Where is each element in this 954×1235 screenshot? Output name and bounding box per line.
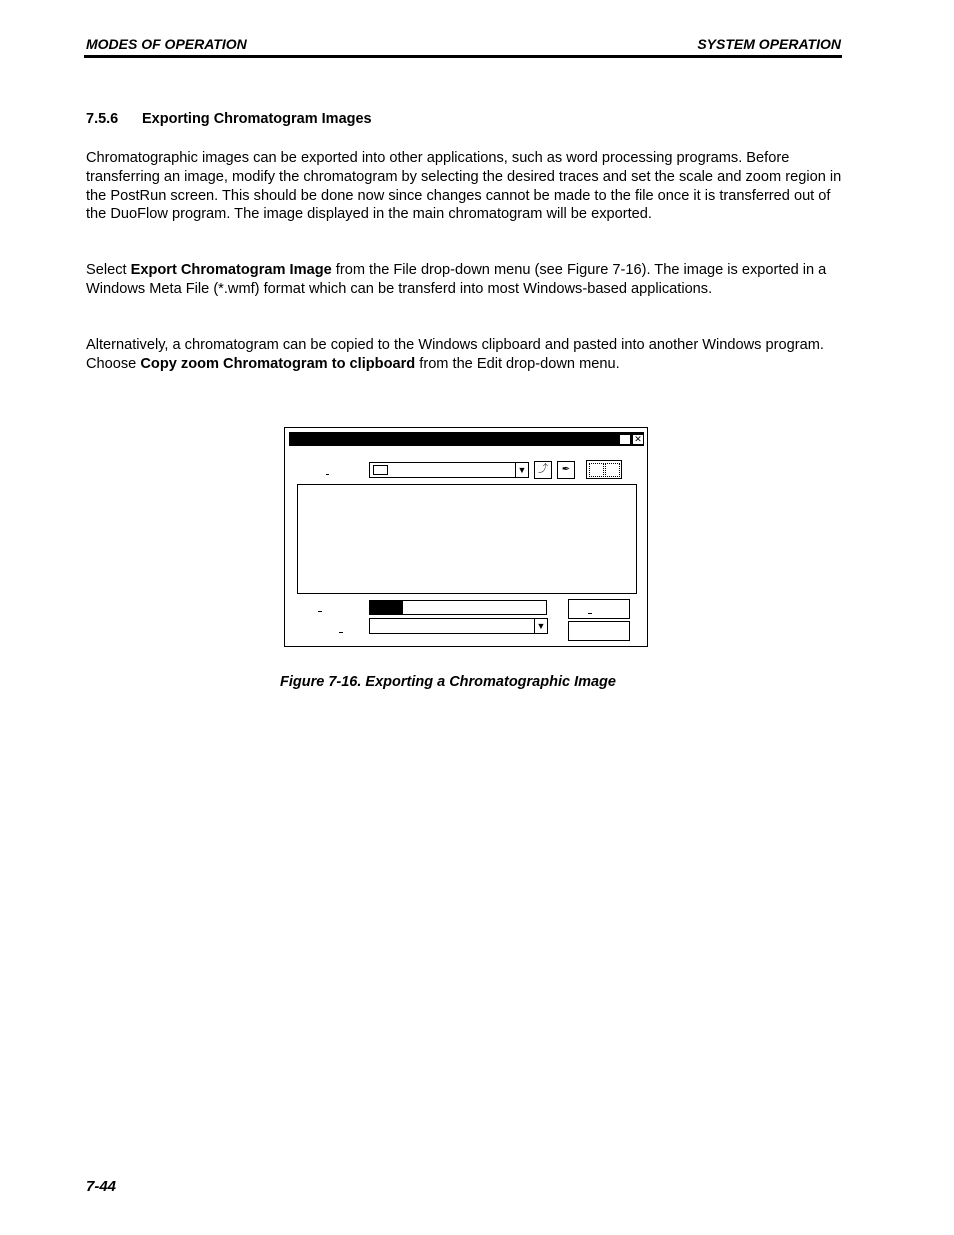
paragraph-export [86, 261, 846, 299]
p3-menu-item: Copy zoom Chromatogram to clipboard [140, 355, 416, 372]
folder-icon [373, 465, 388, 475]
file-name-input[interactable] [369, 600, 547, 615]
header-rule [84, 55, 842, 58]
running-header-right: SYSTEM OPERATION [697, 36, 841, 52]
section-heading [86, 111, 372, 127]
paragraph-intro: Chromatographic images can be exported into other applications, such as word processing programs. Before transferring an image, modify the chromatogram by selecting the desired traces and set the scale and zoom region in the PostRun screen. This should be done now since changes cannot be made to the file once it is transferred out of the DuoFlow program. The image displayed in the main chromatogram will be exported. [86, 150, 842, 223]
list-view-icon[interactable] [589, 463, 604, 477]
file-type-dropdown[interactable] [369, 618, 548, 634]
dropdown-arrow-icon[interactable]: ▼ [534, 619, 547, 633]
paragraph-clipboard [86, 336, 846, 374]
new-folder-icon[interactable]: ✒ [557, 461, 575, 479]
save-button[interactable] [568, 599, 630, 619]
dialog-title-bar [289, 432, 644, 446]
page-number: 7-44 [86, 1178, 117, 1195]
close-icon[interactable]: ✕ [632, 434, 644, 445]
up-folder-icon[interactable]: ⤴ [534, 461, 552, 479]
p2-text-end: from the File drop-down menu (see Figure 7-16). The image is exported in a Windows Meta File (*.wmf) format which can be transferd into most Windows-based applications. [86, 262, 827, 297]
p2-menu-item: Export Chromatogram Image [130, 262, 332, 278]
details-view-icon[interactable] [605, 463, 620, 477]
save-in-dropdown[interactable] [369, 462, 529, 478]
selected-text [370, 601, 403, 614]
help-button[interactable] [619, 434, 631, 445]
p3-text-end: from the Edit drop-down menu. [415, 355, 620, 372]
section-title: Exporting Chromatogram Images [142, 111, 372, 127]
export-dialog [284, 427, 648, 647]
label-underline [326, 474, 329, 475]
dropdown-arrow-icon[interactable]: ▼ [515, 463, 528, 477]
label-underline [588, 613, 592, 614]
p2-text-start: Select [86, 262, 131, 278]
section-number: 7.5.6 [86, 111, 119, 127]
running-header-left: MODES OF OPERATION [86, 36, 247, 52]
label-underline [339, 632, 343, 633]
figure-caption: Figure 7-16. Exporting a Chromatographic Image [280, 674, 616, 690]
file-list[interactable] [297, 484, 637, 594]
cancel-button[interactable] [568, 621, 630, 641]
view-toggle[interactable] [586, 460, 622, 479]
label-underline [318, 611, 322, 612]
p3-text-start: Alternatively, a chromatogram can be copied to the Windows clipboard and pasted into another Windows program. Choose [86, 337, 824, 372]
